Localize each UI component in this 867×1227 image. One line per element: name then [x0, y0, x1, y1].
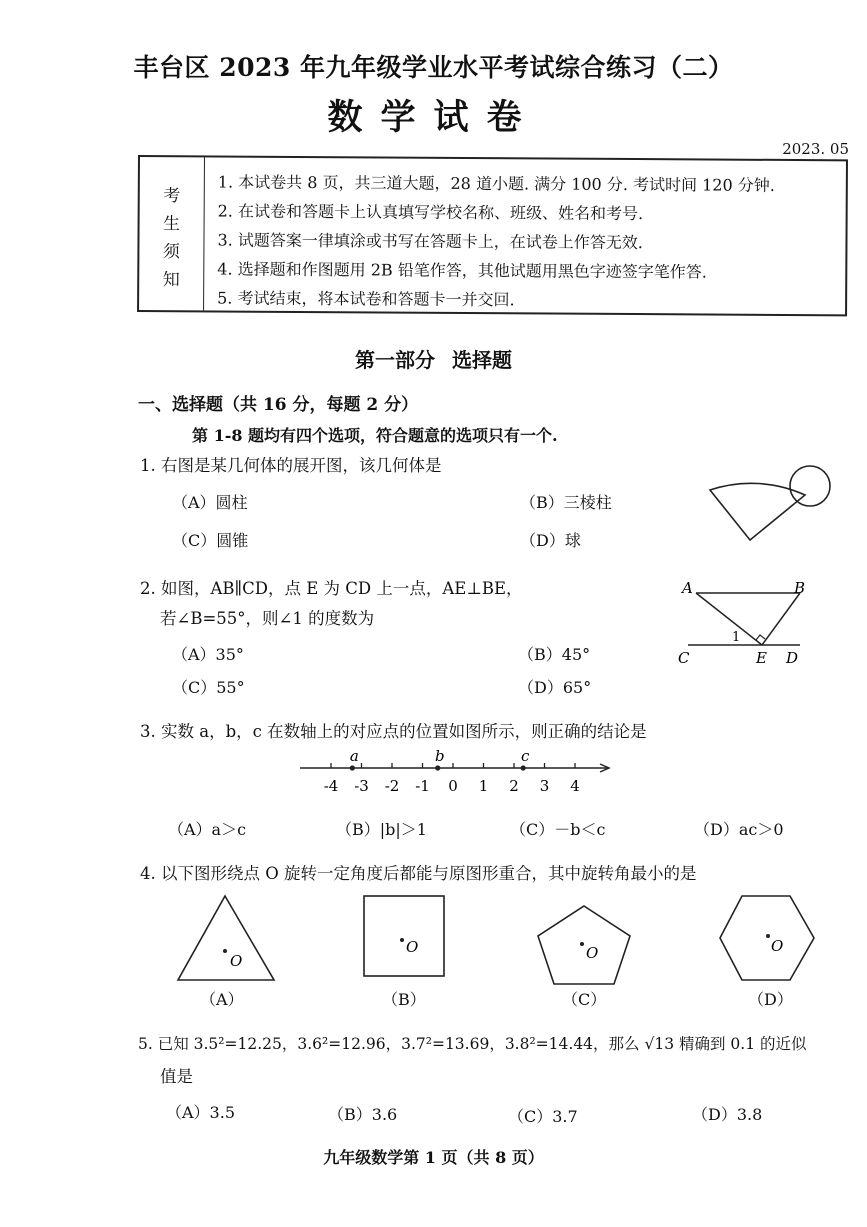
q2-option-c: （C）55° — [172, 678, 245, 697]
label-a: A — [682, 579, 693, 597]
q1-option-a: （A）圆柱 — [172, 493, 248, 512]
axis-tick-label: 4 — [570, 777, 580, 795]
q4-option-c: （C） — [562, 990, 607, 1009]
q4-option-b: （B） — [382, 990, 426, 1009]
question-5-line1: 5. 已知 3.5²=12.25，3.6²=12.96，3.7²=13.69，3.8²=14.44，那么 √13 精确到 0.1 的近似 — [138, 1035, 807, 1053]
axis-tick-label: -4 — [323, 777, 339, 795]
point-label-a: a — [349, 747, 359, 765]
notice-side-char: 生 — [163, 214, 181, 235]
question-2-line1: 2. 如图，AB∥CD，点 E 为 CD 上一点，AE⊥BE， — [140, 579, 523, 598]
regular-hexagon — [720, 896, 814, 980]
q4-option-a: （A） — [200, 990, 244, 1009]
q5-option-c: （C）3.7 — [508, 1107, 578, 1126]
label-b: B — [794, 579, 806, 597]
q1-net-figure — [700, 460, 840, 550]
q2-option-a: （A）35° — [172, 645, 244, 664]
center-label: O — [230, 952, 243, 970]
question-3-text: 3. 实数 a，b，c 在数轴上的对应点的位置如图所示，则正确的结论是 — [140, 722, 647, 741]
center-label: O — [406, 938, 419, 956]
center-label: O — [586, 944, 599, 962]
q4-square-figure — [356, 892, 456, 982]
notice-side-char: 知 — [162, 270, 180, 291]
label-c: C — [678, 649, 690, 667]
notice-rule: 1. 本试卷共 8 页，共三道大题，28 道小题. 满分 100 分. 考试时间 120 分钟. — [217, 172, 775, 195]
axis-tick-label: -2 — [384, 777, 400, 795]
section-title: 第一部分 选择题 — [355, 348, 512, 372]
equilateral-triangle — [178, 896, 274, 980]
net-circle — [790, 466, 830, 506]
q2-figure — [672, 575, 812, 670]
q1-option-d: （D）球 — [520, 531, 581, 550]
notice-side-char: 须 — [162, 242, 180, 263]
page-footer: 九年级数学第 1 页（共 8 页） — [323, 1148, 544, 1167]
exam-title: 丰台区 2023 年九年级学业水平考试综合练习（二） — [133, 53, 734, 82]
question-2-line2: 若∠B=55°，则∠1 的度数为 — [160, 609, 375, 628]
notice-side-label — [139, 157, 205, 310]
q5-option-d: （D）3.8 — [692, 1105, 763, 1124]
center-point — [766, 934, 770, 938]
right-angle-mark — [756, 635, 765, 640]
q1-option-b: （B）三棱柱 — [520, 493, 612, 512]
question-4-text: 4. 以下图形绕点 O 旋转一定角度后都能与原图形重合，其中旋转角最小的是 — [140, 864, 697, 883]
notice-side-char: 考 — [163, 186, 181, 207]
point-b — [435, 765, 440, 770]
point-label-c: c — [520, 747, 530, 765]
q5-option-a: （A）3.5 — [166, 1103, 236, 1122]
axis-tick-label: 3 — [539, 777, 550, 795]
notice-rule: 5. 考试结束，将本试卷和答题卡一并交回. — [217, 288, 515, 310]
center-point — [580, 942, 584, 946]
center-point — [400, 938, 404, 942]
q4-option-d: （D） — [748, 990, 793, 1009]
section-heading: 一、选择题（共 16 分，每题 2 分） — [138, 395, 419, 415]
q3-option-d: （D）ac＞0 — [694, 820, 784, 839]
q2-option-d: （D）65° — [518, 678, 592, 697]
label-e: E — [756, 649, 767, 667]
exam-subtitle: 数学试卷 — [327, 97, 540, 138]
q1-option-c: （C）圆锥 — [172, 531, 249, 550]
regular-pentagon — [538, 906, 630, 984]
point-c — [521, 765, 526, 770]
q3-number-line — [290, 740, 620, 802]
label-d: D — [786, 649, 799, 667]
square — [364, 896, 444, 976]
axis-tick-label: 1 — [478, 777, 489, 795]
segment-be — [762, 593, 800, 645]
notice-box — [137, 155, 848, 316]
notice-rule: 2. 在试卷和答题卡上认真填写学校名称、班级、姓名和考号. — [217, 201, 644, 224]
q4-hexagon-figure — [714, 890, 824, 990]
q3-option-a: （A）a＞c — [168, 820, 247, 839]
q3-option-b: （B）|b|＞1 — [336, 820, 427, 839]
point-a — [350, 765, 355, 770]
q3-option-c: （C）－b＜c — [510, 820, 606, 839]
question-5-line2: 值是 — [160, 1067, 193, 1086]
question-1-text: 1. 右图是某几何体的展开图，该几何体是 — [140, 456, 442, 475]
notice-rule: 3. 试题答案一律填涂或书写在答题卡上，在试卷上作答无效. — [217, 230, 643, 253]
segment-ae — [696, 593, 762, 645]
axis-tick-label: 2 — [509, 777, 519, 795]
label-angle-1: 1 — [732, 630, 741, 645]
q2-option-b: （B）45° — [518, 645, 591, 664]
center-label: O — [771, 937, 784, 955]
notice-rule: 4. 选择题和作图题用 2B 铅笔作答，其他试题用黑色字迹签字笔作答. — [217, 259, 707, 282]
axis-tick-label: 0 — [448, 777, 458, 795]
point-label-b: b — [434, 747, 445, 765]
q4-pentagon-figure — [530, 900, 640, 990]
q4-triangle-figure — [170, 888, 290, 988]
number-line-axis — [300, 747, 609, 795]
q5-option-b: （B）3.6 — [328, 1105, 398, 1124]
exam-date: 2023. 05 — [782, 140, 849, 158]
section-instruction: 第 1-8 题均有四个选项，符合题意的选项只有一个. — [192, 426, 558, 445]
center-point — [223, 949, 227, 953]
axis-tick-label: -3 — [354, 777, 369, 795]
axis-tick-label: -1 — [415, 777, 430, 795]
